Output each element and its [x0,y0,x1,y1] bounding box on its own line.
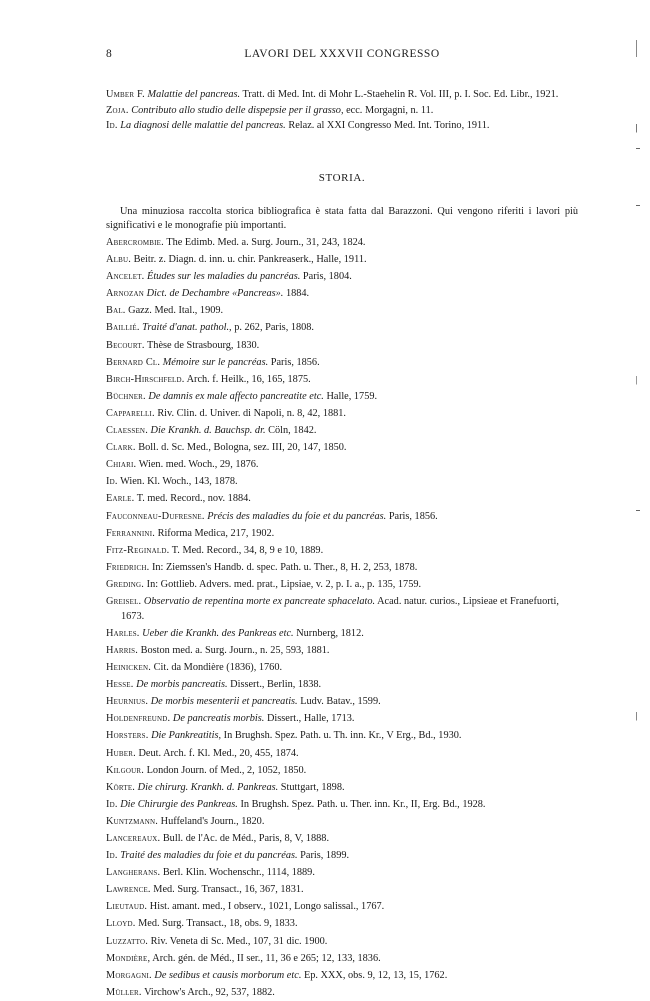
reference-entry [106,561,578,576]
reference-author: Holdenfreund. [106,713,171,725]
page-number: 8 [106,48,113,60]
reference-entry [106,88,578,102]
reference-entry [106,815,578,830]
section-intro-paragraph [106,205,578,233]
reference-entry [106,883,578,898]
reference-author: Birch-Hirschfeld. [106,373,185,385]
reference-author: Kuntzmann. [106,815,159,827]
reference-details: Beitr. z. Diagn. d. inn. u. chir. Pankreaserk., Halle, 1911. [133,254,367,266]
reference-details: Virchow's Arch., 92, 537, 1882. [144,986,275,998]
reference-details: Gazz. Med. Ital., 1909. [128,305,224,317]
reference-details: Nurnberg, 1812. [296,627,364,639]
reference-entry [106,527,578,542]
reference-title: Traité d'anat. pathol., [142,322,232,334]
reference-details: Wien. Kl. Woch., 143, 1878. [120,476,238,488]
reference-author: Lieutaud. [106,901,148,913]
reference-entry [106,832,578,847]
reference-entry [106,798,578,813]
reference-entry [106,695,578,710]
reference-details: p. 262, Paris, 1808. [234,322,315,334]
margin-scan-mark [636,40,637,880]
reference-details: Cöln, 1842. [268,425,317,437]
reference-author: Körte. [106,781,136,793]
reference-entry [106,390,578,405]
reference-author: Earle. [106,493,135,505]
reference-entry [106,492,578,507]
reference-entry [106,424,578,439]
section-title: STORIA. [318,172,366,184]
reference-author: Heinicken. [106,662,152,674]
reference-entry [106,119,578,133]
margin-tick [636,148,640,149]
reference-entry [106,678,578,693]
reference-entry [106,287,578,302]
page-header [106,48,578,64]
reference-entry [106,104,578,118]
reference-details: Ep. XXX, obs. 9, 12, 13, 15, 1762. [303,969,448,981]
reference-author: Id. [106,798,118,810]
reference-details: The Edimb. Med. a. Surg. Journ., 31, 243, 1824. [166,237,366,248]
reference-entry [106,458,578,473]
reference-entry [106,661,578,676]
reference-details: Riforma Medica, 217, 1902. [157,527,275,539]
reference-author: Ancelet. [106,271,145,283]
reference-details: Paris, 1856. [388,510,438,522]
reference-author: Harles. [106,627,140,639]
reference-details: Dissert., Halle, 1713. [266,713,355,725]
reference-title: Malattie del pancreas. [147,89,241,100]
reference-title: Die Krankh. d. Bauchsp. dr. [150,425,266,437]
reference-details: Med. Surg. Transact., 18, obs. 9, 1833. [138,918,298,930]
reference-entry [106,764,578,779]
reference-author: Bal. [106,305,126,317]
reference-author: Büchner. [106,390,146,402]
reference-author: Friedrich. [106,561,150,573]
reference-title: De pancreatis morbis. [172,713,265,725]
top-reference-list [106,88,578,133]
reference-details: London Journ. of Med., 2, 1052, 1850. [146,764,307,776]
reference-details: Arch. f. Heilk., 16, 165, 1875. [186,373,311,385]
reference-author: Id. [106,120,118,132]
reference-entry [106,747,578,762]
reference-author: Greding. [106,578,145,590]
reference-entry [106,270,578,285]
reference-author: Lancereaux. [106,832,161,844]
reference-author: Baillié. [106,322,140,334]
reference-details: T. med. Record., nov. 1884. [136,493,251,505]
reference-title: Traité des maladies du foie et du pancréas. [120,850,298,862]
reference-details: Tratt. di Med. Int. di Mohr L.-Staehelin R. Vol. III, p. I. Soc. Ed. Libr., 1921. [242,89,559,100]
reference-entry [106,952,578,967]
reference-entry [106,849,578,864]
reference-title: Ueber die Krankh. des Pankreas etc. [142,627,294,639]
reference-details: In: Gottlieb. Advers. med. prat., Lipsiae, v. 2, p. I. a., p. 135, 1759. [146,578,422,590]
reference-details: Thèse de Strasbourg, 1830. [147,339,260,351]
reference-entry [106,304,578,319]
reference-title: Die Pankreatitis, [151,730,222,742]
reference-entry [106,236,578,251]
reference-details: Cit. da Mondière (1836), 1760. [153,662,283,674]
reference-author: Huber. [106,747,136,759]
reference-details: Arch. gén. de Méd., II ser., 11, 36 e 265; 12, 133, 1836. [152,952,381,964]
reference-title: Précis des maladies du foie et du pancréas. [207,510,387,522]
reference-author: Müller. [106,986,142,998]
reference-details: In Brughsh. Spez. Path. u. Th. inn. Kr., V Erg., Bd., 1930. [223,730,462,742]
reference-details: Acad. natur. curios., Lipsieae et Franefuorti, 1673. [121,595,559,622]
reference-entry [106,578,578,593]
reference-details: In Brughsh. Spez. Path. u. Ther. inn. Kr., II, Erg. Bd., 1928. [240,798,486,810]
reference-author: Becourt. [106,339,145,351]
reference-entry [106,712,578,727]
reference-entry [106,866,578,881]
reference-details: Boll. d. Sc. Med., Bologna, sez. III, 20, 147, 1850. [138,442,347,454]
reference-details: T. Med. Record., 34, 8, 9 e 10, 1889. [171,544,324,556]
reference-entry [106,441,578,456]
reference-entry [106,900,578,915]
reference-entry [106,339,578,354]
reference-author: Albu. [106,254,132,266]
reference-details: Stuttgart, 1898. [280,781,345,793]
reference-title: Contributo allo studio delle dispepsie per il grasso, [131,104,344,116]
reference-entry [106,781,578,796]
reference-entry [106,373,578,388]
reference-details: Deut. Arch. f. Kl. Med., 20, 455, 1874. [138,747,299,759]
reference-title: De morbis mesenterii et pancreatis. [150,696,298,708]
reference-author: Heurnius. [106,696,149,708]
reference-details: In: Ziemssen's Handb. d. spec. Path. u. Ther., 8, H. 2, 253, 1878. [151,561,418,573]
reference-author: Claessen. [106,425,148,437]
reference-entry [106,986,578,1001]
reference-author: Langherans. [106,867,161,879]
reference-author: Bernard Cl. [106,356,161,368]
reference-author: Greisel. [106,595,142,607]
reference-author: Horsters. [106,730,149,742]
reference-entry [106,917,578,932]
reference-title: Dict. de Dechambre «Pancreas». [146,288,284,300]
reference-entry [106,407,578,422]
reference-entry [106,627,578,642]
reference-entry [106,969,578,984]
reference-author: Abercrombie. [106,237,164,248]
reference-author: Morgagni. [106,969,152,981]
reference-title: De morbis pancreatis. [136,679,228,691]
reference-author: Lloyd. [106,918,136,930]
reference-title: Die chirurg. Krankh. d. Pankreas. [137,781,279,793]
reference-title: Études sur les maladies du pancréas. [147,271,301,283]
reference-entry [106,510,578,525]
margin-tick [636,510,640,511]
reference-author: Kilgour. [106,764,145,776]
reference-details: Ludv. Batav., 1599. [300,696,381,708]
reference-details: Riv. Veneta di Sc. Med., 107, 31 dic. 1900. [150,935,328,947]
reference-details: Dissert., Berlin, 1838. [230,679,322,691]
reference-entry [106,544,578,559]
reference-details: Riv. Clin. d. Univer. di Napoli, n. 8, 42, 1881. [157,407,346,419]
reference-details: Relaz. al XXI Congresso Med. Int. Torino, 1911. [288,120,490,132]
reference-author: Id. [106,850,118,862]
reference-title: De damnis ex male affecto pancreatite etc. [148,390,324,402]
reference-author: Mondière, [106,952,151,964]
reference-details: Paris, 1856. [270,356,320,368]
section-intro-text: Una minuziosa raccolta storica bibliografica è stata fatta dal Barazzoni. Qui vengono riferiti i lavori più significativi e le monografie più importanti. [106,206,578,232]
running-title: LAVORI DEL XXXVII CONGRESSO [244,48,440,60]
reference-details: Huffeland's Journ., 1820. [160,815,265,827]
reference-title: De sedibus et causis morborum etc. [154,969,302,981]
reference-entry [106,356,578,371]
reference-entry [106,321,578,336]
reference-author: Capparelli. [106,407,155,419]
reference-author: Harris. [106,644,139,656]
reference-author: Zoja. [106,104,129,116]
reference-entry [106,729,578,744]
reference-details: Paris, 1899. [300,850,350,862]
reference-details: Paris, 1804. [302,271,352,283]
reference-author: Fauconneau-Dufresne. [106,510,205,522]
reference-details: ecc. Morgagni, n. 11. [346,104,434,116]
reference-details: Hist. amant. med., I observ., 1021, Longo salissal., 1767. [149,901,385,913]
bibliography-list [106,236,578,1001]
reference-author: Lawrence. [106,884,151,896]
reference-details: Boston med. a. Surg. Journ., n. 25, 593, 1881. [140,644,330,656]
reference-author: Ferrannini. [106,527,155,539]
reference-author: Luzzatto. [106,935,149,947]
reference-details: Halle, 1759. [326,390,378,402]
reference-entry [106,595,578,625]
reference-title: Die Chirurgie des Pankreas. [120,798,238,810]
reference-entry [106,935,578,950]
reference-author: Fitz-Reginald. [106,544,170,556]
reference-details: Berl. Klin. Wochenschr., 1114, 1889. [162,867,315,879]
reference-entry [106,644,578,659]
margin-tick [636,205,640,206]
reference-title: Observatio de repentina morte ex pancreate sphacelato. [143,595,376,607]
reference-author: Clark. [106,442,136,454]
reference-entry [106,475,578,490]
reference-details: Med. Surg. Transact., 16, 367, 1831. [153,884,304,896]
reference-author: Umber F. [106,89,145,100]
reference-details: Wien. med. Woch., 29, 1876. [138,459,259,471]
reference-author: Id. [106,476,118,488]
reference-author: Chiari. [106,459,137,471]
reference-author: Arnozan [106,288,145,300]
reference-entry [106,253,578,268]
reference-title: Mémoire sur le pancréas. [162,356,269,368]
reference-details: Bull. de l'Ac. de Méd., Paris, 8, V, 1888. [162,832,330,844]
reference-title: La diagnosi delle malattie del pancreas. [120,120,286,132]
reference-author: Hesse. [106,679,134,691]
reference-details: 1884. [285,288,310,300]
